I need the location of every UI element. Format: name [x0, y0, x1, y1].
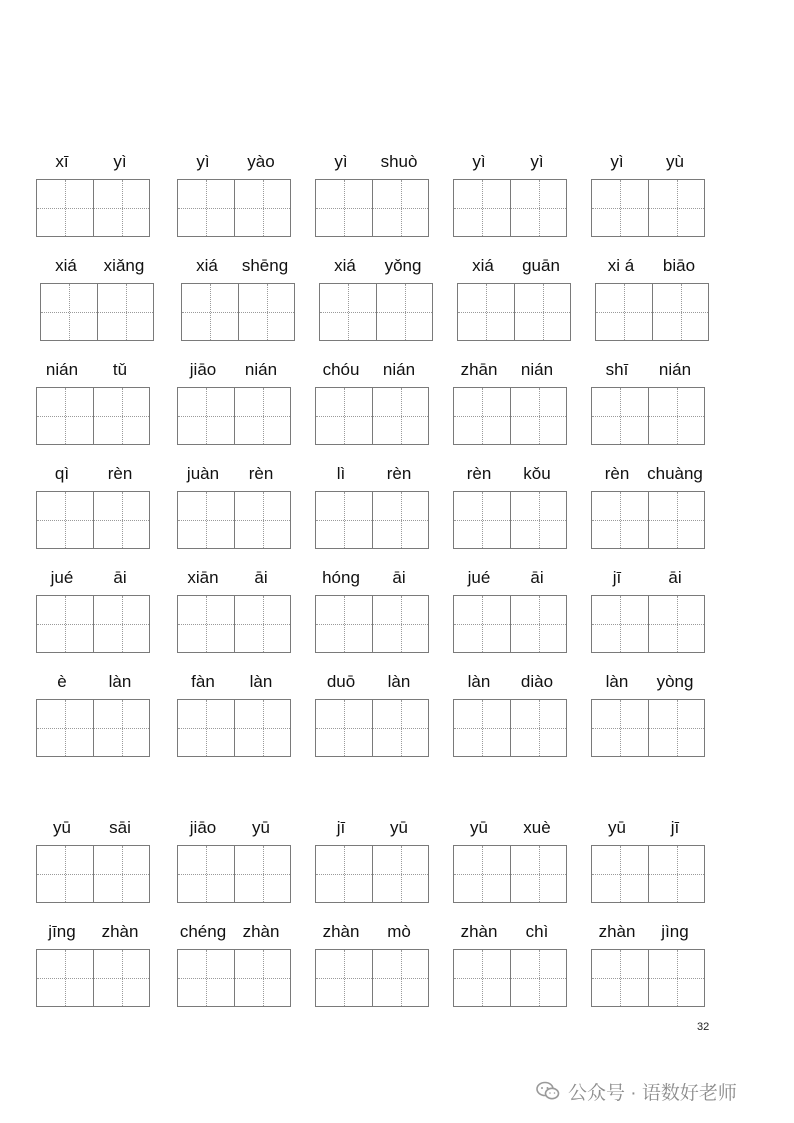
pinyin-row [36, 464, 150, 484]
pinyin-left: zhàn [460, 922, 498, 941]
word-item [177, 568, 291, 588]
word-item [177, 922, 291, 942]
word-item [36, 672, 150, 692]
pinyin-right: chuàng [647, 464, 703, 483]
tianzige-cell[interactable] [454, 180, 510, 236]
pinyin-row [453, 152, 567, 172]
pinyin-left: shī [605, 360, 629, 379]
footer-watermark [536, 1076, 737, 1106]
tianzige-box-pair[interactable] [36, 491, 150, 549]
pinyin-row [177, 818, 291, 838]
tianzige-cell[interactable] [510, 846, 566, 902]
pinyin-row [177, 672, 291, 692]
pinyin-row [36, 152, 150, 172]
tianzige-cell[interactable] [454, 388, 510, 444]
pinyin-left: yū [53, 818, 71, 837]
word-item [453, 922, 567, 942]
pinyin-left: duō [326, 672, 356, 691]
pinyin-row [591, 568, 705, 588]
tianzige-cell[interactable] [372, 846, 428, 902]
pinyin-left: yū [470, 818, 488, 837]
pinyin-right: jī [670, 818, 680, 837]
pinyin-left: qì [54, 464, 70, 483]
word-item [453, 360, 567, 380]
word-item [453, 672, 567, 692]
tianzige-cell[interactable] [182, 284, 238, 340]
pinyin-left: juàn [186, 464, 220, 483]
tianzige-box-pair[interactable] [315, 179, 429, 237]
tianzige-box-pair[interactable] [36, 595, 150, 653]
pinyin-right: làn [249, 672, 273, 691]
tianzige-cell[interactable] [37, 492, 93, 548]
pinyin-right: làn [387, 672, 411, 691]
tianzige-cell[interactable] [514, 284, 570, 340]
word-item [453, 568, 567, 588]
pinyin-left: chéng [179, 922, 227, 941]
tianzige-cell[interactable] [510, 388, 566, 444]
tianzige-box-pair[interactable] [315, 491, 429, 549]
pinyin-row [315, 672, 429, 692]
pinyin-left: yì [472, 152, 486, 171]
tianzige-box-pair[interactable] [591, 845, 705, 903]
tianzige-box-pair[interactable] [181, 283, 295, 341]
pinyin-left: xiá [55, 256, 77, 275]
pinyin-row [177, 464, 291, 484]
tianzige-box-pair[interactable] [315, 595, 429, 653]
word-item [319, 256, 433, 276]
tianzige-cell[interactable] [93, 950, 149, 1006]
pinyin-right: chì [525, 922, 549, 941]
word-item [315, 672, 429, 692]
tianzige-cell[interactable] [454, 700, 510, 756]
tianzige-cell[interactable] [510, 492, 566, 548]
pinyin-left: hóng [322, 568, 360, 587]
tianzige-cell[interactable] [592, 846, 648, 902]
word-item [453, 464, 567, 484]
tianzige-box-pair[interactable] [40, 283, 154, 341]
tianzige-cell[interactable] [234, 388, 290, 444]
pinyin-right: yù [666, 152, 684, 171]
tianzige-cell[interactable] [592, 492, 648, 548]
pinyin-left: zhān [460, 360, 498, 379]
tianzige-cell[interactable] [178, 388, 234, 444]
tianzige-cell[interactable] [592, 700, 648, 756]
pinyin-right: sāi [109, 818, 131, 837]
tianzige-cell[interactable] [93, 596, 149, 652]
tianzige-cell[interactable] [97, 284, 153, 340]
tianzige-cell[interactable] [37, 388, 93, 444]
tianzige-cell[interactable] [316, 388, 372, 444]
pinyin-right: diào [520, 672, 554, 691]
pinyin-right: shuò [380, 152, 418, 171]
tianzige-cell[interactable] [41, 284, 97, 340]
tianzige-box-pair[interactable] [591, 595, 705, 653]
pinyin-right: nián [244, 360, 278, 379]
pinyin-left: jī [612, 568, 622, 587]
word-item [591, 818, 705, 838]
pinyin-right: mò [387, 922, 411, 941]
pinyin-right: yì [530, 152, 544, 171]
tianzige-box-pair[interactable] [36, 179, 150, 237]
pinyin-right: guān [522, 256, 560, 275]
pinyin-row [36, 922, 150, 942]
word-item [315, 464, 429, 484]
tianzige-box-pair[interactable] [591, 179, 705, 237]
tianzige-box-pair[interactable] [453, 387, 567, 445]
pinyin-row [591, 152, 705, 172]
word-item [591, 464, 705, 484]
pinyin-left: zhàn [598, 922, 636, 941]
tianzige-cell[interactable] [37, 846, 93, 902]
tianzige-cell[interactable] [592, 388, 648, 444]
pinyin-left: jiāo [189, 818, 217, 837]
pinyin-right: xiǎng [103, 256, 145, 275]
tianzige-cell[interactable] [648, 950, 704, 1006]
tianzige-box-pair[interactable] [453, 595, 567, 653]
tianzige-cell[interactable] [316, 950, 372, 1006]
pinyin-right: āi [668, 568, 682, 587]
tianzige-cell[interactable] [178, 846, 234, 902]
pinyin-right: kǒu [523, 464, 551, 483]
tianzige-box-pair[interactable] [177, 949, 291, 1007]
pinyin-row [315, 152, 429, 172]
tianzige-cell[interactable] [596, 284, 652, 340]
pinyin-right: shēng [241, 256, 289, 275]
tianzige-box-pair[interactable] [177, 387, 291, 445]
word-item [177, 818, 291, 838]
pinyin-right: zhàn [242, 922, 280, 941]
tianzige-cell[interactable] [648, 846, 704, 902]
pinyin-right: āi [392, 568, 406, 587]
footer-text: 公众号 · 语数好老师 [568, 1082, 737, 1104]
pinyin-row [591, 464, 705, 484]
tianzige-cell[interactable] [372, 950, 428, 1006]
word-item [177, 672, 291, 692]
tianzige-cell[interactable] [510, 700, 566, 756]
tianzige-cell[interactable] [37, 700, 93, 756]
pinyin-row [177, 922, 291, 942]
pinyin-right: zhàn [101, 922, 139, 941]
pinyin-left: jiāo [189, 360, 217, 379]
pinyin-row [36, 818, 150, 838]
tianzige-cell[interactable] [93, 180, 149, 236]
word-item [453, 818, 567, 838]
word-item [177, 152, 291, 172]
tianzige-cell[interactable] [316, 596, 372, 652]
tianzige-cell[interactable] [372, 492, 428, 548]
tianzige-cell[interactable] [178, 700, 234, 756]
tianzige-cell[interactable] [458, 284, 514, 340]
tianzige-cell[interactable] [234, 492, 290, 548]
pinyin-row [315, 464, 429, 484]
pinyin-row [177, 152, 291, 172]
tianzige-cell[interactable] [592, 596, 648, 652]
tianzige-cell[interactable] [178, 596, 234, 652]
pinyin-row [181, 256, 295, 276]
tianzige-cell[interactable] [652, 284, 708, 340]
pinyin-left: xiān [187, 568, 219, 587]
pinyin-right: biāo [662, 256, 696, 275]
pinyin-left: yū [608, 818, 626, 837]
pinyin-left: rèn [466, 464, 492, 483]
word-item [591, 152, 705, 172]
tianzige-cell[interactable] [454, 950, 510, 1006]
tianzige-cell[interactable] [37, 180, 93, 236]
tianzige-box-pair[interactable] [591, 949, 705, 1007]
pinyin-row [36, 360, 150, 380]
pinyin-right: yòng [656, 672, 694, 691]
pinyin-row [40, 256, 154, 276]
tianzige-cell[interactable] [592, 950, 648, 1006]
tianzige-box-pair[interactable] [319, 283, 433, 341]
tianzige-box-pair[interactable] [36, 387, 150, 445]
tianzige-cell[interactable] [454, 492, 510, 548]
pinyin-left: rèn [604, 464, 630, 483]
tianzige-cell[interactable] [178, 950, 234, 1006]
tianzige-cell[interactable] [37, 950, 93, 1006]
tianzige-cell[interactable] [648, 492, 704, 548]
word-item [181, 256, 295, 276]
tianzige-box-pair[interactable] [177, 491, 291, 549]
tianzige-box-pair[interactable] [36, 699, 150, 757]
tianzige-cell[interactable] [648, 180, 704, 236]
word-item [36, 568, 150, 588]
tianzige-box-pair[interactable] [453, 179, 567, 237]
pinyin-row [36, 568, 150, 588]
pinyin-left: jīng [48, 922, 76, 941]
pinyin-row [177, 360, 291, 380]
tianzige-box-pair[interactable] [177, 179, 291, 237]
pinyin-row [453, 672, 567, 692]
pinyin-right: āi [254, 568, 268, 587]
pinyin-row [36, 672, 150, 692]
pinyin-left: yì [610, 152, 624, 171]
pinyin-right: rèn [107, 464, 133, 483]
tianzige-box-pair[interactable] [315, 387, 429, 445]
tianzige-cell[interactable] [234, 700, 290, 756]
word-item [591, 568, 705, 588]
tianzige-cell[interactable] [93, 700, 149, 756]
pinyin-right: nián [658, 360, 692, 379]
tianzige-box-pair[interactable] [177, 699, 291, 757]
pinyin-left: làn [467, 672, 491, 691]
pinyin-row [319, 256, 433, 276]
tianzige-cell[interactable] [234, 596, 290, 652]
tianzige-cell[interactable] [510, 180, 566, 236]
pinyin-left: jī [336, 818, 346, 837]
pinyin-right: yū [390, 818, 408, 837]
page-number: 32 [697, 1021, 710, 1033]
tianzige-box-pair[interactable] [177, 595, 291, 653]
tianzige-box-pair[interactable] [591, 699, 705, 757]
pinyin-row [315, 360, 429, 380]
pinyin-row [591, 922, 705, 942]
pinyin-left: lì [336, 464, 346, 483]
word-item [40, 256, 154, 276]
tianzige-cell[interactable] [234, 950, 290, 1006]
pinyin-right: xuè [523, 818, 551, 837]
pinyin-left: yì [196, 152, 210, 171]
tianzige-cell[interactable] [320, 284, 376, 340]
pinyin-row [453, 922, 567, 942]
pinyin-right: rèn [248, 464, 274, 483]
tianzige-box-pair[interactable] [595, 283, 709, 341]
tianzige-cell[interactable] [93, 492, 149, 548]
pinyin-left: yì [334, 152, 348, 171]
tianzige-cell[interactable] [316, 700, 372, 756]
word-item [591, 922, 705, 942]
tianzige-box-pair[interactable] [315, 949, 429, 1007]
word-item [453, 152, 567, 172]
pinyin-row [177, 568, 291, 588]
pinyin-row [457, 256, 571, 276]
word-item [591, 360, 705, 380]
tianzige-cell[interactable] [37, 596, 93, 652]
word-item [36, 360, 150, 380]
tianzige-box-pair[interactable] [36, 845, 150, 903]
tianzige-cell[interactable] [376, 284, 432, 340]
tianzige-box-pair[interactable] [453, 845, 567, 903]
tianzige-cell[interactable] [372, 388, 428, 444]
tianzige-cell[interactable] [454, 596, 510, 652]
pinyin-left: xiá [334, 256, 356, 275]
pinyin-left: chóu [322, 360, 360, 379]
word-item [315, 360, 429, 380]
pinyin-right: yì [113, 152, 127, 171]
tianzige-cell[interactable] [372, 596, 428, 652]
pinyin-left: làn [605, 672, 629, 691]
pinyin-right: yū [252, 818, 270, 837]
pinyin-right: làn [108, 672, 132, 691]
pinyin-right: yào [247, 152, 275, 171]
pinyin-row [315, 568, 429, 588]
word-item [315, 922, 429, 942]
pinyin-right: jìng [661, 922, 689, 941]
pinyin-row [453, 464, 567, 484]
tianzige-cell[interactable] [454, 846, 510, 902]
word-item [591, 672, 705, 692]
pinyin-left: nián [45, 360, 79, 379]
tianzige-cell[interactable] [648, 388, 704, 444]
pinyin-row [453, 360, 567, 380]
pinyin-right: nián [382, 360, 416, 379]
tianzige-box-pair[interactable] [457, 283, 571, 341]
tianzige-cell[interactable] [178, 180, 234, 236]
word-item [36, 464, 150, 484]
tianzige-cell[interactable] [648, 596, 704, 652]
pinyin-left: xī [55, 152, 69, 171]
pinyin-row [453, 568, 567, 588]
word-item [315, 152, 429, 172]
pinyin-right: tǔ [112, 360, 128, 379]
tianzige-box-pair[interactable] [453, 699, 567, 757]
pinyin-left: jué [50, 568, 74, 587]
pinyin-row [591, 360, 705, 380]
tianzige-cell[interactable] [316, 180, 372, 236]
tianzige-box-pair[interactable] [315, 699, 429, 757]
pinyin-left: fàn [191, 672, 215, 691]
pinyin-left: è [57, 672, 67, 691]
word-item [315, 818, 429, 838]
pinyin-left: jué [467, 568, 491, 587]
tianzige-box-pair[interactable] [591, 387, 705, 445]
pinyin-row [315, 818, 429, 838]
pinyin-row [453, 818, 567, 838]
tianzige-cell[interactable] [93, 846, 149, 902]
tianzige-cell[interactable] [510, 950, 566, 1006]
tianzige-cell[interactable] [592, 180, 648, 236]
pinyin-row [591, 672, 705, 692]
tianzige-box-pair[interactable] [36, 949, 150, 1007]
word-item [177, 360, 291, 380]
pinyin-right: nián [520, 360, 554, 379]
tianzige-box-pair[interactable] [315, 845, 429, 903]
tianzige-box-pair[interactable] [453, 949, 567, 1007]
tianzige-cell[interactable] [93, 388, 149, 444]
pinyin-row [591, 818, 705, 838]
pinyin-right: āi [113, 568, 127, 587]
word-item [457, 256, 571, 276]
tianzige-cell[interactable] [510, 596, 566, 652]
tianzige-cell[interactable] [316, 492, 372, 548]
pinyin-right: yǒng [384, 256, 422, 275]
tianzige-cell[interactable] [238, 284, 294, 340]
wechat-icon [536, 1081, 560, 1101]
word-item [315, 568, 429, 588]
word-item [36, 818, 150, 838]
pinyin-left: xiá [472, 256, 494, 275]
pinyin-row [595, 256, 709, 276]
tianzige-cell[interactable] [234, 180, 290, 236]
tianzige-cell[interactable] [178, 492, 234, 548]
tianzige-box-pair[interactable] [591, 491, 705, 549]
pinyin-right: āi [530, 568, 544, 587]
tianzige-box-pair[interactable] [177, 845, 291, 903]
tianzige-cell[interactable] [372, 180, 428, 236]
tianzige-box-pair[interactable] [453, 491, 567, 549]
pinyin-left: zhàn [322, 922, 360, 941]
word-item [36, 922, 150, 942]
pinyin-left: xiá [196, 256, 218, 275]
pinyin-right: rèn [386, 464, 412, 483]
tianzige-cell[interactable] [234, 846, 290, 902]
word-item [177, 464, 291, 484]
word-item [36, 152, 150, 172]
pinyin-left: xi á [607, 256, 635, 275]
tianzige-cell[interactable] [372, 700, 428, 756]
tianzige-cell[interactable] [316, 846, 372, 902]
pinyin-row [315, 922, 429, 942]
word-item [595, 256, 709, 276]
tianzige-cell[interactable] [648, 700, 704, 756]
